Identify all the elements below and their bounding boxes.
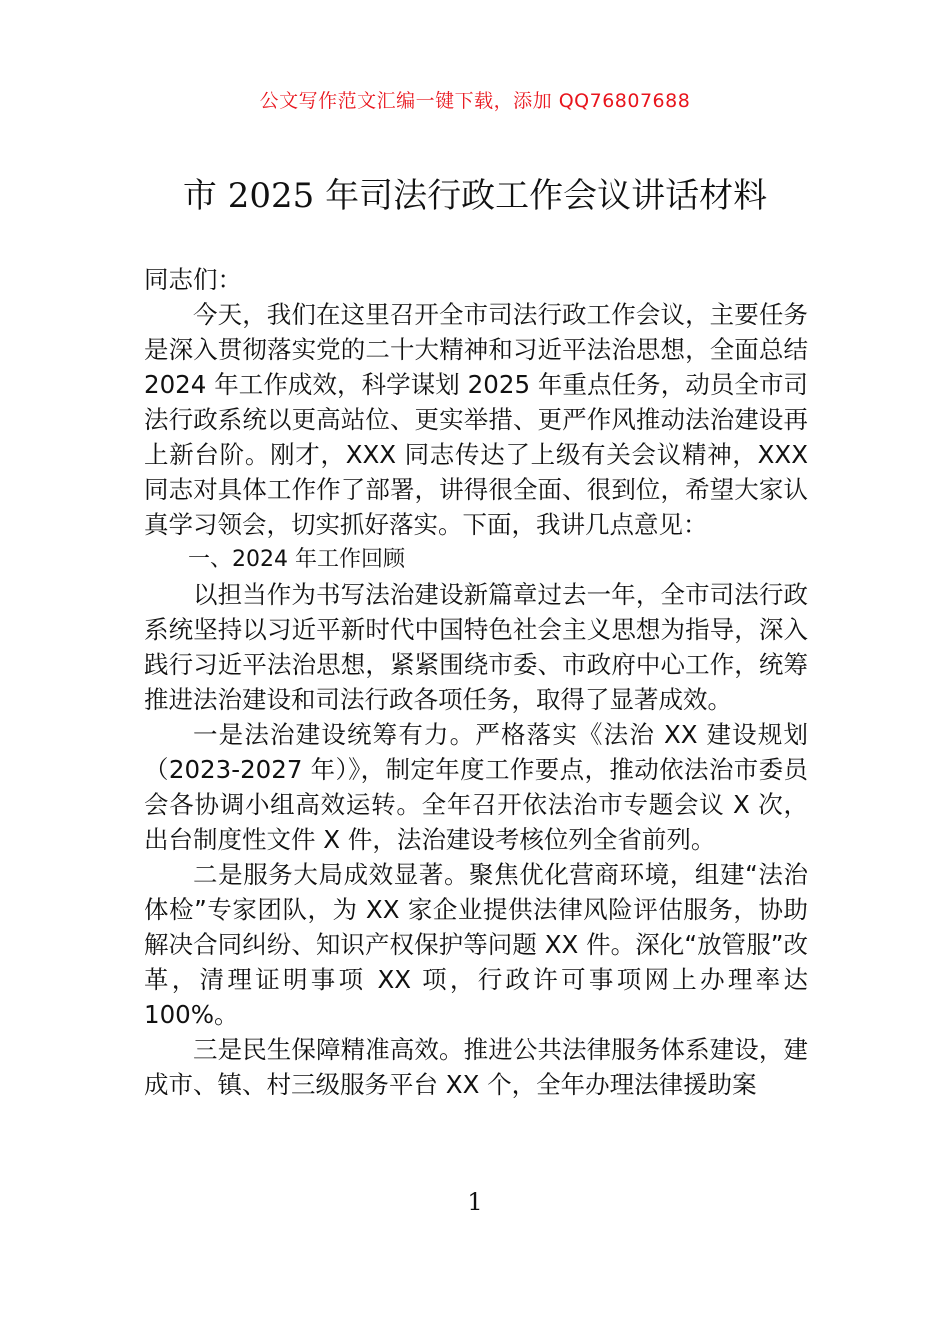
paragraph-intro: 今天，我们在这里召开全市司法行政工作会议，主要任务是深入贯彻落实党的二十大精神和习近平法治思想，全面总结 2024 年工作成效，科学谋划 2025 年重点任务，动员全市司法行政系统以更高站位、更实举措、更严作风推动法治建设再上新台阶。刚才，XXX 同志传达了上级有关会议精神，XXX 同志对具体工作作了部署，讲得很全面、很到位，希望大家认真学习领会，切实抓好落实。下面，我讲几点意见：	[144, 300, 808, 539]
paragraph-point-2: 二是服务大局成效显著。聚焦优化营商环境，组建“法治体检”专家团队，为 XX 家企业提供法律风险评估服务，协助解决合同纠纷、知识产权保护等问题 XX 件。深化“放管服”改革，清理证明事项 XX 项，行政许可事项网上办理率达 100%。	[144, 860, 808, 1029]
paragraph-review: 以担当作为书写法治建设新篇章过去一年，全市司法行政系统坚持以习近平新时代中国特色社会主义思想为指导，深入践行习近平法治思想，紧紧围绕市委、市政府中心工作，统筹推进法治建设和司法行政各项任务，取得了显著成效。	[144, 580, 808, 714]
promo-banner: 公文写作范文汇编一键下载，添加 QQ76807688	[259, 90, 691, 112]
paragraph-point-3: 三是民生保障精准高效。推进公共法律服务体系建设，建成市、镇、村三级服务平台 XX 个，全年办理法律援助案	[144, 1035, 808, 1099]
salutation: 同志们：	[144, 265, 242, 294]
document-body	[144, 262, 808, 1102]
document-title: 市 2025 年司法行政工作会议讲话材料	[182, 176, 768, 216]
page-number: 1	[467, 1188, 483, 1216]
paragraph-point-1: 一是法治建设统筹有力。严格落实《法治 XX 建设规划（2023-2027 年）》，制定年度工作要点，推动依法治市委员会各协调小组高效运转。全年召开依法治市专题会议 X 次，出台制度性文件 X 件，法治建设考核位列全省前列。	[144, 720, 808, 854]
section-heading: 一、2024 年工作回顾	[188, 547, 405, 572]
